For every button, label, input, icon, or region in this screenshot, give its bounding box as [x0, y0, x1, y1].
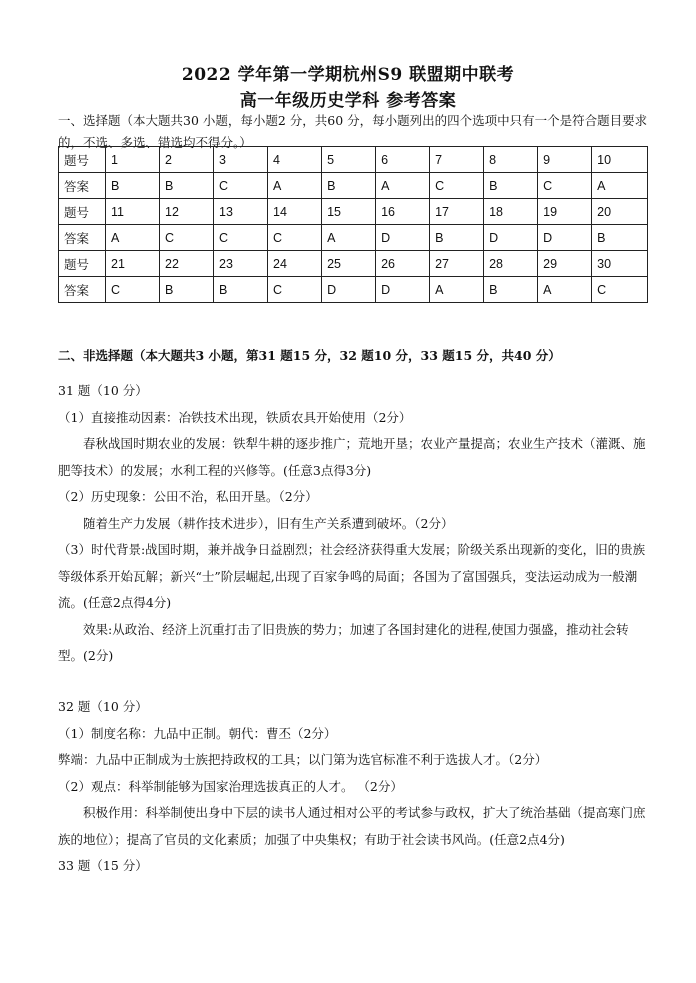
table-cell: A: [376, 173, 430, 199]
q32-part2: （2）观点：科举制能够为国家治理选拔真正的人才。 （2分）: [58, 778, 403, 794]
table-cell: 3: [214, 147, 268, 173]
table-cell: D: [538, 225, 592, 251]
table-cell: C: [214, 173, 268, 199]
table-cell: C: [268, 277, 322, 303]
table-cell: A: [322, 225, 376, 251]
table-cell: A: [268, 173, 322, 199]
table-cell: 14: [268, 199, 322, 225]
q31-part1: （1）直接推动因素：冶铁技术出现，铁质农具开始使用（2分）: [58, 409, 412, 425]
table-row: [59, 277, 648, 303]
table-cell: D: [376, 225, 430, 251]
q33-heading: 33 题（15 分）: [58, 858, 148, 873]
table-cell: 8: [484, 147, 538, 173]
table-cell: 29: [538, 251, 592, 277]
table-cell: 19: [538, 199, 592, 225]
table-cell: C: [268, 225, 322, 251]
table-cell: 2: [160, 147, 214, 173]
table-cell: A: [106, 225, 160, 251]
q32-part2-effect: 积极作用：科举制使出身中下层的读书人通过相对公平的考试参与政权，扩大了统治基础（提高寒门庶族的地位）；提高了官员的文化素质；加强了中央集权；有助于社会读书风尚。(任意2点4分): [58, 805, 646, 847]
table-cell: B: [322, 173, 376, 199]
table-row: [59, 199, 648, 225]
section2-heading: 二、非选择题（本大题共3 小题，第31 题15 分，32 题10 分，33 题15 分，共40 分）: [58, 348, 561, 363]
q31-part2-detail: 随着生产力发展（耕作技术进步），旧有生产关系遭到破坏。（2分）: [83, 515, 454, 531]
table-row: [59, 147, 648, 173]
table-cell: 11: [106, 199, 160, 225]
answer-table: [58, 146, 648, 303]
table-cell: B: [106, 173, 160, 199]
table-cell: A: [592, 173, 648, 199]
table-cell: B: [214, 277, 268, 303]
table-cell: 17: [430, 199, 484, 225]
table-cell: 13: [214, 199, 268, 225]
table-cell: D: [484, 225, 538, 251]
table-cell: 27: [430, 251, 484, 277]
table-cell: B: [160, 173, 214, 199]
table-cell: 25: [322, 251, 376, 277]
page-title: 2022 学年第一学期杭州S9 联盟期中联考: [181, 65, 515, 85]
row-label-cell: 答案: [59, 277, 106, 303]
table-cell: B: [430, 225, 484, 251]
table-cell: 21: [106, 251, 160, 277]
table-cell: C: [538, 173, 592, 199]
table-cell: C: [430, 173, 484, 199]
row-label-cell: 题号: [59, 199, 106, 225]
table-cell: A: [538, 277, 592, 303]
q32-part1: （1）制度名称：九品中正制。朝代：曹丕（2分）: [58, 725, 337, 741]
table-cell: 4: [268, 147, 322, 173]
table-cell: A: [430, 277, 484, 303]
table-cell: 18: [484, 199, 538, 225]
table-cell: 23: [214, 251, 268, 277]
table-cell: 26: [376, 251, 430, 277]
row-label-cell: 答案: [59, 173, 106, 199]
row-label-cell: 答案: [59, 225, 106, 251]
table-cell: B: [592, 225, 648, 251]
table-cell: 22: [160, 251, 214, 277]
table-cell: D: [322, 277, 376, 303]
section1-heading: 一、选择题（本大题共30 小题，每小题2 分，共60 分，每小题列出的四个选项中只有一个是符合题目要求的，不选、多选、错选均不得分。）: [58, 113, 648, 150]
table-cell: 12: [160, 199, 214, 225]
page-subtitle: 高一年级历史学科 参考答案: [239, 91, 457, 111]
row-label-cell: 题号: [59, 251, 106, 277]
q31-part3-effect: 效果:从政治、经济上沉重打击了旧贵族的势力；加速了各国封建化的进程,使国力强盛，推动社会转型。(2分): [58, 621, 629, 663]
q31-part3: （3）时代背景:战国时期，兼并战争日益剧烈；社会经济获得重大发展；阶级关系出现新的变化，旧的贵族等级体系开始瓦解；新兴“士”阶层崛起,出现了百家争鸣的局面；各国为了富国强兵，变法运动成为一般潮流。(任意2点得4分): [58, 542, 646, 610]
q31-heading: 31 题（10 分）: [58, 383, 148, 398]
table-cell: 10: [592, 147, 648, 173]
table-cell: 5: [322, 147, 376, 173]
table-cell: B: [160, 277, 214, 303]
table-cell: C: [160, 225, 214, 251]
table-cell: B: [484, 277, 538, 303]
table-row: [59, 173, 648, 199]
table-cell: 9: [538, 147, 592, 173]
table-cell: D: [376, 277, 430, 303]
table-cell: 20: [592, 199, 648, 225]
table-row: [59, 251, 648, 277]
question-32: [58, 694, 648, 880]
table-cell: 28: [484, 251, 538, 277]
table-cell: 1: [106, 147, 160, 173]
table-cell: B: [484, 173, 538, 199]
q32-part1-drawback: 弊端：九品中正制成为士族把持政权的工具；以门第为选官标准不利于选拔人才。（2分）: [58, 752, 548, 767]
q32-heading: 32 题（10 分）: [58, 699, 148, 714]
table-row: [59, 225, 648, 251]
table-cell: C: [592, 277, 648, 303]
table-cell: C: [214, 225, 268, 251]
table-cell: 30: [592, 251, 648, 277]
table-cell: 24: [268, 251, 322, 277]
question-31: [58, 378, 648, 670]
row-label-cell: 题号: [59, 147, 106, 173]
table-cell: 16: [376, 199, 430, 225]
table-cell: C: [106, 277, 160, 303]
table-cell: 7: [430, 147, 484, 173]
q31-part1-detail: 春秋战国时期农业的发展：铁犁牛耕的逐步推广；荒地开垦；农业产量提高；农业生产技术（灌溉、施肥等技术）的发展；水利工程的兴修等。(任意3点得3分): [58, 436, 646, 478]
table-cell: 6: [376, 147, 430, 173]
table-cell: 15: [322, 199, 376, 225]
q31-part2: （2）历史现象：公田不治，私田开垦。（2分）: [58, 489, 318, 504]
